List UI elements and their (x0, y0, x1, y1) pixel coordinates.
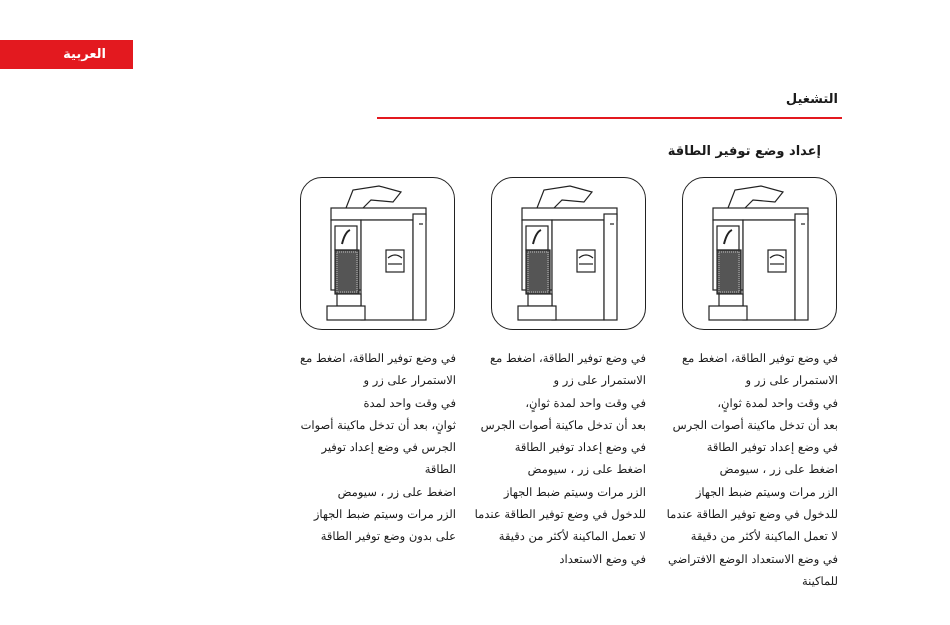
instruction-line: اضغط على زر ، سيومض (719, 462, 838, 477)
instruction-line: لا تعمل الماكينة لأكثر من دقيقة (498, 529, 646, 544)
machine-illustration-1 (682, 177, 837, 330)
instruction-line: الجرس في وضع إعداد توفير (321, 440, 456, 455)
instruction-line: الاستمرار على زر و (363, 373, 456, 388)
instruction-line: الزر مرات وسيتم ضبط الجهاز (695, 484, 838, 499)
language-tab[interactable]: العربية (0, 40, 133, 69)
instruction-line: الاستمرار على زر و (745, 373, 838, 388)
section-divider (377, 117, 842, 119)
instruction-line: للدخول في وضع توفير الطاقة عندما (666, 507, 838, 522)
instruction-line: اضغط على زر ، سيومض (527, 462, 646, 477)
instruction-column-3 (300, 347, 456, 548)
instruction-line: في وضع الاستعداد (559, 551, 646, 566)
subsection-title: إعداد وضع توفير الطاقة (667, 144, 821, 159)
instruction-column-1 (667, 347, 838, 592)
instruction-line: الطاقة (424, 462, 456, 477)
instruction-line: بعد أن تدخل ماكينة أصوات الجرس (672, 417, 838, 432)
instruction-line: في وضع إعداد توفير الطاقة (706, 440, 838, 455)
instruction-line: في وضع إعداد توفير الطاقة (514, 440, 646, 455)
instruction-line: في وضع توفير الطاقة، اضغط مع (490, 351, 646, 365)
instruction-line: في وضع الاستعداد الوضع الافتراضي (667, 551, 838, 566)
instruction-line: لا تعمل الماكينة لأكثر من دقيقة (690, 529, 838, 544)
instruction-line: للدخول في وضع توفير الطاقة عندما (474, 507, 646, 522)
instruction-line: الزر مرات وسيتم ضبط الجهاز (503, 484, 646, 499)
instruction-line: في وقت واحد لمدة ثوانٍ، (525, 395, 646, 410)
instruction-line: في وقت واحد لمدة (363, 395, 456, 410)
instruction-line: الاستمرار على زر و (553, 373, 646, 388)
coffee-machine-icon (301, 178, 456, 331)
instruction-line: في وقت واحد لمدة ثوانٍ، (717, 395, 838, 410)
coffee-machine-icon (683, 178, 838, 331)
instruction-line: ثوانٍ، بعد أن تدخل ماكينة أصوات (300, 417, 456, 432)
instruction-line: بعد أن تدخل ماكينة أصوات الجرس (480, 417, 646, 432)
instruction-line: في وضع توفير الطاقة، اضغط مع (682, 351, 838, 365)
machine-illustration-2 (491, 177, 646, 330)
instruction-line: للماكينة (801, 573, 838, 588)
instruction-line: اضغط على زر ، سيومض (337, 484, 456, 499)
instruction-line: في وضع توفير الطاقة، اضغط مع (300, 351, 456, 365)
instruction-line: على بدون وضع توفير الطاقة (320, 529, 456, 544)
machine-illustration-3 (300, 177, 455, 330)
section-title: التشغيل (785, 92, 838, 107)
instruction-column-2 (475, 347, 646, 570)
coffee-machine-icon (492, 178, 647, 331)
instruction-line: الزر مرات وسيتم ضبط الجهاز (313, 507, 456, 522)
